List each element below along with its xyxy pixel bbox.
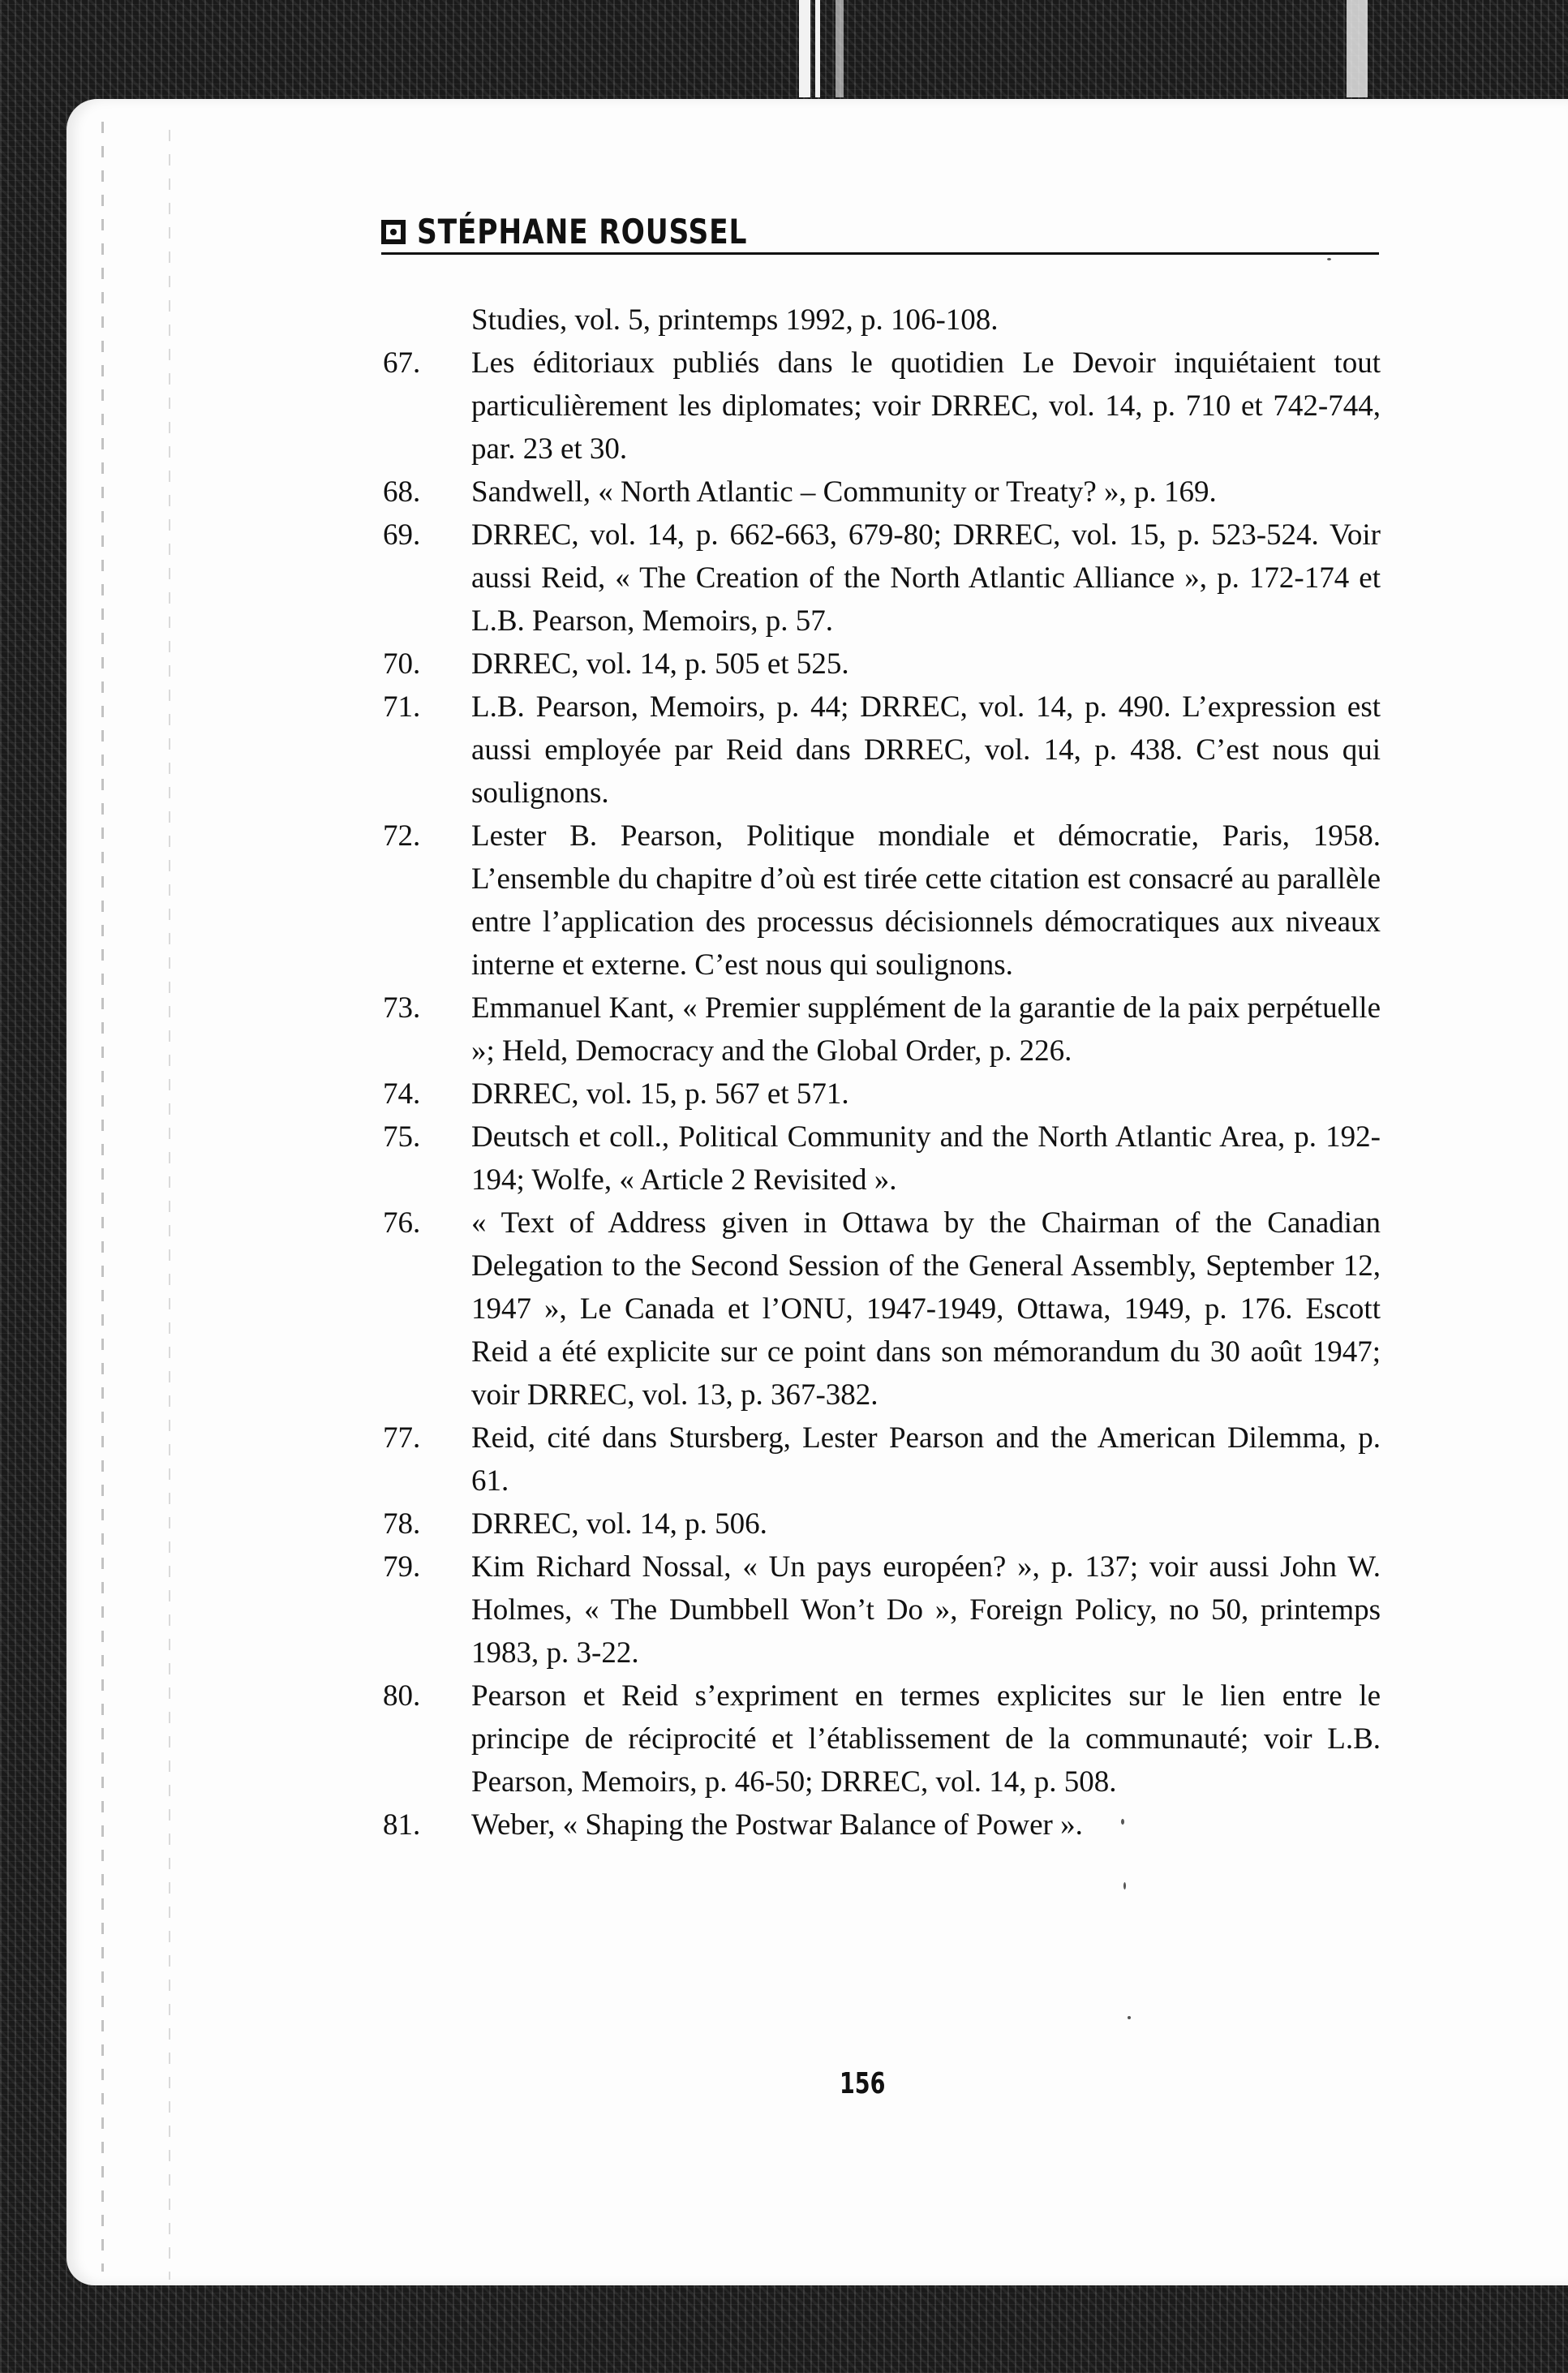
endnote-item: [383, 342, 1381, 471]
endnote-item: [383, 1545, 1381, 1674]
endnote-number: 72.: [383, 819, 421, 853]
endnote-text: Emmanuel Kant, « Premier supplément de la garantie de la paix perpétuelle »; Held, Democracy and the Global Order, p. 226.: [471, 991, 1381, 1068]
endnote-number: 75.: [383, 1120, 421, 1154]
endnote-number: 69.: [383, 518, 421, 552]
endnote-item: [383, 1073, 1381, 1116]
note-continuation: Studies, vol. 5, printemps 1992, p. 106-108.: [471, 303, 999, 337]
endnote-number: 76.: [383, 1206, 421, 1240]
page-gutter-shadow: [169, 130, 170, 2280]
endnote-text: L.B. Pearson, Memoirs, p. 44; DRREC, vol. 14, p. 490. L’expression est aussi employée par Reid dans DRREC, vol. 14, p. 438. C’est nous qui soulignons.: [471, 690, 1381, 810]
scan-artifact: [836, 0, 844, 97]
endnote-text: « Text of Address given in Ottawa by the Chairman of the Canadian Delegation to the Second Session of the General Assembly, September 12, 1947 », Le Canada et l’ONU, 1947-1949, Ottawa, 1949, p. 176. Escott Reid a été explicite sur ce point dans son mémorandum du 30 août 1947; voir DRREC, vol. 13, p. 367-382.: [471, 1206, 1381, 1412]
endnote-text: Weber, « Shaping the Postwar Balance of Power ».: [471, 1808, 1083, 1842]
scan-speck: [1128, 2016, 1131, 2019]
endnote-number: 77.: [383, 1421, 421, 1455]
endnote-item: [383, 1202, 1381, 1416]
page-number: 156: [840, 2067, 886, 2100]
book-ornament-icon: [381, 220, 406, 244]
endnote-number: 74.: [383, 1077, 421, 1111]
endnote-item: [383, 1674, 1381, 1803]
endnote-number: 67.: [383, 346, 421, 380]
endnote-number: 78.: [383, 1507, 421, 1541]
endnote-item: [383, 987, 1381, 1073]
endnote-item: [383, 643, 1381, 686]
scan-artifact: [815, 0, 820, 97]
endnote-number: 80.: [383, 1679, 421, 1713]
endnote-number: 79.: [383, 1550, 421, 1584]
endnote-item: [383, 471, 1381, 514]
endnote-item: [383, 514, 1381, 643]
endnote-item: [383, 1116, 1381, 1202]
endnote-number: 73.: [383, 991, 421, 1025]
endnote-text: Reid, cité dans Stursberg, Lester Pearson and the American Dilemma, p. 61.: [471, 1421, 1381, 1498]
scan-speck: [1123, 1882, 1126, 1889]
endnote-text: Lester B. Pearson, Politique mondiale et démocratie, Paris, 1958. L’ensemble du chapitre d’où est tirée cette citation est consacré au parallèle entre l’application des processus décisionnels démocratiques aux niveaux interne et externe. C’est nous qui soulignons.: [471, 819, 1381, 982]
scan-artifact: [799, 0, 810, 97]
author-name: STÉPHANE ROUSSEL: [417, 212, 748, 251]
endnote-text: Deutsch et coll., Political Community and the North Atlantic Area, p. 192-194; Wolfe, « Article 2 Revisited ».: [471, 1120, 1381, 1197]
scan-speck: [1121, 1819, 1124, 1825]
endnote-text: DRREC, vol. 14, p. 506.: [471, 1507, 767, 1541]
endnote-text: Les éditoriaux publiés dans le quotidien Le Devoir inquiétaient tout particulièrement les diplomates; voir DRREC, vol. 14, p. 710 et 742-744, par. 23 et 30.: [471, 346, 1381, 466]
endnote-text: DRREC, vol. 14, p. 662-663, 679-80; DRREC, vol. 15, p. 523-524. Voir aussi Reid, « The Creation of the North Atlantic Alliance », p. 172-174 et L.B. Pearson, Memoirs, p. 57.: [471, 518, 1381, 638]
endnote-item: [383, 815, 1381, 987]
endnote-item: [383, 1803, 1381, 1846]
endnote-item: [383, 1502, 1381, 1545]
endnote-number: 70.: [383, 647, 421, 681]
endnotes-list: [383, 299, 1381, 1846]
endnote-number: 68.: [383, 475, 421, 509]
endnote-text: DRREC, vol. 15, p. 567 et 571.: [471, 1077, 849, 1111]
endnote-number: 71.: [383, 690, 421, 724]
note-items: [383, 342, 1381, 1846]
scan-speck: [1327, 258, 1331, 260]
scan-artifact: [1347, 0, 1368, 97]
endnote-text: DRREC, vol. 14, p. 505 et 525.: [471, 647, 849, 681]
endnote-item: [383, 686, 1381, 815]
endnote-text: Kim Richard Nossal, « Un pays européen? », p. 137; voir aussi John W. Holmes, « The Dumbbell Won’t Do », Foreign Policy, no 50, printemps 1983, p. 3-22.: [471, 1550, 1381, 1670]
endnote-number: 81.: [383, 1808, 421, 1842]
page-gutter-shadow: [101, 122, 104, 2272]
endnote-text: Sandwell, « North Atlantic – Community or Treaty? », p. 169.: [471, 475, 1217, 509]
running-header: [381, 209, 1379, 255]
endnote-item: [383, 1416, 1381, 1502]
endnote-text: Pearson et Reid s’expriment en termes explicites sur le lien entre le principe de réciprocité et l’établissement de la communauté; voir L.B. Pearson, Memoirs, p. 46-50; DRREC, vol. 14, p. 508.: [471, 1679, 1381, 1799]
